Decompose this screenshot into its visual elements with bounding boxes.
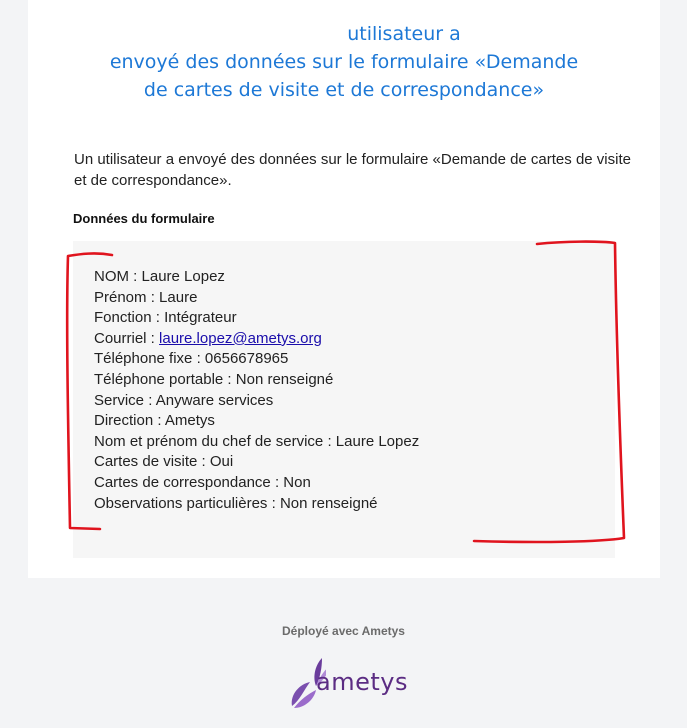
email-title [28,20,660,104]
field-service: Service : Anyware services [94,391,274,409]
field-telephone-portable: Téléphone portable : Non renseigné [94,370,334,388]
field-value: Anyware services [155,391,274,409]
email-link[interactable]: laure.lopez@ametys.org [159,329,322,347]
ametys-logo[interactable] [286,654,408,714]
field-label: Service [94,391,145,409]
form-fields-list [94,267,419,514]
field-value: Ametys [164,412,215,430]
field-label: Fonction [94,309,152,327]
field-value: Non renseigné [279,494,378,512]
form-data-heading: Données du formulaire [73,211,215,226]
field-label: Observations particulières [94,494,268,512]
field-chef-de-service: Nom et prénom du chef de service : Laure Lopez [94,432,420,450]
ametys-wordmark: ametys [316,668,408,696]
field-value: Laure Lopez [335,432,420,450]
field-label: Téléphone fixe [94,350,193,368]
title-line-1: utilisateur a [347,23,461,45]
field-value: 0656678965 [204,350,289,368]
field-label: NOM [94,268,129,285]
field-label: Prénom [94,288,147,306]
field-direction: Direction : Ametys [94,412,215,430]
field-fonction: Fonction : Intégrateur [94,309,237,327]
field-value: Non renseigné [235,370,334,388]
field-observations: Observations particulières : Non renseigné [94,494,378,512]
field-label: Nom et prénom du chef de service [94,432,324,450]
intro-text: Un utilisateur a envoyé des données sur le formulaire «Demande de cartes de visite et de correspondance». [74,151,631,189]
field-value: Laure Lopez [141,268,225,285]
field-value: Laure [159,288,198,306]
field-label: Cartes de visite [94,453,198,471]
field-value: Non [283,473,311,491]
email-card [28,0,660,578]
form-data-box [73,241,615,558]
field-value: Intégrateur [164,309,237,327]
field-telephone-fixe: Téléphone fixe : 0656678965 [94,350,289,368]
field-label: Courriel [94,329,147,347]
field-nom: NOM : Laure Lopez [94,268,225,285]
field-courriel: Courriel : laure.lopez@ametys.org [94,329,322,347]
field-label: Cartes de correspondance [94,473,271,491]
title-line-3: de cartes de visite et de correspondance» [143,79,545,101]
deployed-with-text: Déployé avec Ametys [282,624,405,638]
field-prenom: Prénom : Laure [94,288,198,306]
field-label: Direction [94,412,154,430]
field-cartes-de-correspondance: Cartes de correspondance : Non [94,473,311,491]
field-cartes-de-visite: Cartes de visite : Oui [94,453,234,471]
title-line-2: envoyé des données sur le formulaire «Demande [109,51,579,73]
field-label: Téléphone portable [94,370,224,388]
field-value: Oui [209,453,234,471]
